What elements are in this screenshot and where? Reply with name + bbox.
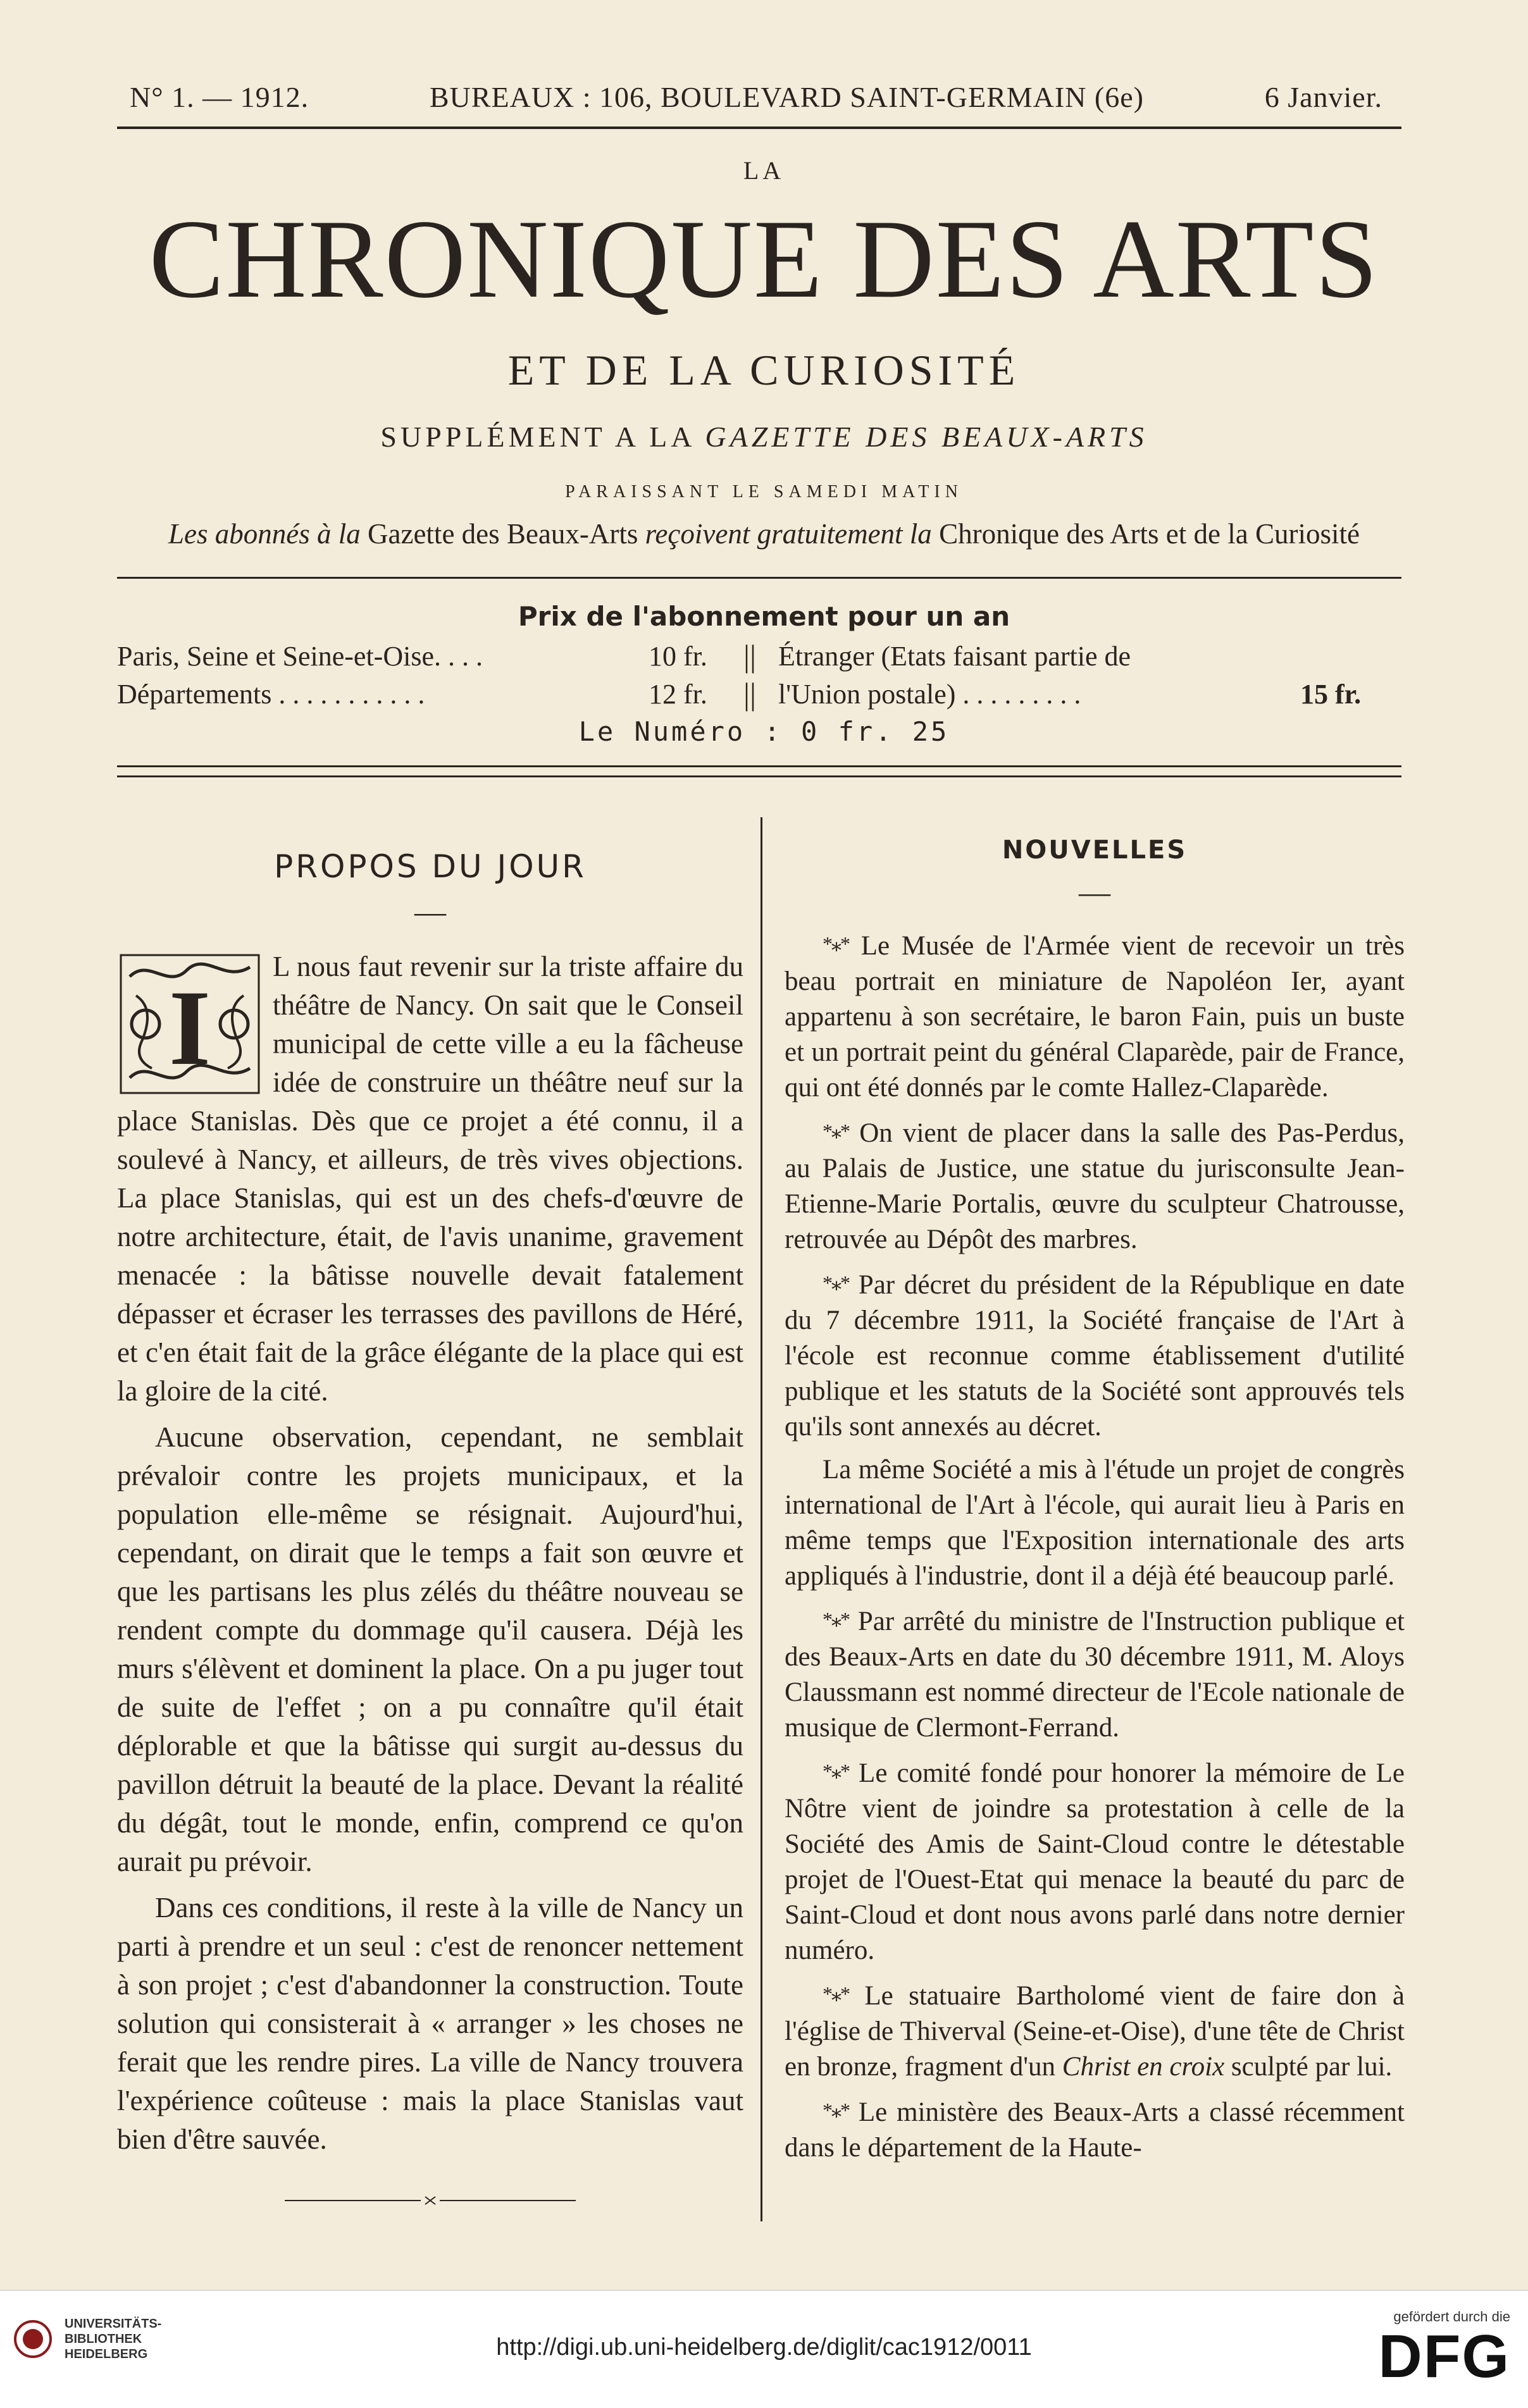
- news-item-1: [785, 926, 1405, 1106]
- etranger-price: 15 fr.: [1300, 679, 1362, 710]
- asterism-icon: *⁎*: [823, 1760, 849, 1782]
- top-rule: [117, 127, 1401, 129]
- propos-heading: PROPOS DU JOUR: [274, 848, 587, 885]
- separator-ornament-icon: [285, 2194, 576, 2207]
- news-item-1-text: Le Musée de l'Armée vient de recevoir un très beau portrait en miniature de Napoléon Ier, ayant appartenu à son secrétaire, le baron Fain, puis un buste et un portrait peint du général Claparède, pair de France, qui ont été donnés par le comte Hallez-Claparède.: [785, 931, 1405, 1102]
- news-item-4: [785, 1602, 1405, 1746]
- subscription-title: Prix de l'abonnement pour un an: [518, 601, 1010, 632]
- title-article: LA: [743, 156, 785, 185]
- issue-number: N° 1. — 1912.: [130, 80, 309, 113]
- prix-bottom-rule-2: [117, 775, 1401, 777]
- ub-line-3: HEIDELBERG: [65, 2347, 148, 2361]
- supplement-text: SUPPLÉMENT A LA: [380, 421, 705, 453]
- asterism-icon: *⁎*: [823, 1982, 849, 2005]
- news-item-3-text: Par décret du président de la République en date du 7 décembre 1911, la Société française de l'Art à l'école est reconnue comme établissement d'utilité publique et les statuts de la Société sont approuvés tels qu'ils sont annexés au décret.: [785, 1270, 1405, 1442]
- news-item-5: [785, 1753, 1405, 1968]
- asterism-icon: *⁎*: [823, 932, 849, 955]
- subscriber-note-part4: Chronique des Arts et de la Curiosité: [931, 518, 1360, 550]
- asterism-icon: *⁎*: [823, 1120, 849, 1142]
- departements-label: Départements . . . . . . . . . . .: [117, 679, 425, 710]
- asterism-icon: *⁎*: [823, 1608, 849, 1631]
- propos-paragraph-2: Aucune observation, cependant, ne semblait prévaloir contre les projets municipaux, et la population elle-même se résignait. Aujourd'hui, cependant, on dirait que le temps a fait son œuvre et que les partisans les plus zélés du théâtre nouveau se rendent compte du dommage qu'il causera. Déjà les murs s'élèvent et dominent la place. On a pu juger tout de suite de l'effet ; on a pu connaître qu'il était déplorable et que la bâtisse qui surgit au-dessus du pavillon détruit la beauté de la place. Devant la réalité du dégât, tout le monde, enfin, comprend ce qu'on aurait pu prévoir.: [117, 1421, 743, 1877]
- asterism-icon: *⁎*: [823, 1271, 849, 1294]
- etranger-label-2: l'Union postale) . . . . . . . . .: [778, 679, 1081, 710]
- source-url-link[interactable]: http://digi.ub.uni-heidelberg.de/diglit/cac1912/0011: [496, 2334, 1032, 2361]
- departements-price: 12 fr.: [649, 679, 707, 710]
- propos-dash: —: [414, 894, 446, 929]
- ornate-dropcap-icon: [117, 951, 263, 1097]
- news-item-3b: La même Société a mis à l'étude un projet de congrès international de l'Art à l'école, qui aurait lieu à Paris en même temps que l'Exposition internationale des arts appliqués à l'industrie, dont il a déjà été beaucoup parlé.: [785, 1455, 1405, 1591]
- price-divider-2: ||: [743, 676, 757, 712]
- end-ornament: [117, 2182, 743, 2220]
- news-item-4-text: Par arrêté du ministre de l'Instruction publique et des Beaux-Arts en date du 30 décembre 1911, M. Aloys Claussmann est nommé directeur de l'Ecole nationale de musique de Clermont-Ferrand.: [785, 1607, 1405, 1743]
- issue-date: 6 Janvier.: [1264, 80, 1382, 113]
- nouvelles-heading: NOUVELLES: [1002, 836, 1188, 865]
- ub-line-2: BIBLIOTHEK: [65, 2332, 142, 2346]
- news-item-6-end: sculpté par lui.: [1224, 2052, 1393, 2082]
- newspaper-subtitle: ET DE LA CURIOSITÉ: [507, 346, 1021, 394]
- publication-schedule: PARAISSANT LE SAMEDI MATIN: [565, 482, 963, 502]
- dfg-wordmark: DFG: [1378, 2323, 1510, 2390]
- column-separator: [761, 817, 762, 2221]
- single-issue-price: Le Numéro : 0 fr. 25: [578, 716, 950, 747]
- paris-label: Paris, Seine et Seine-et-Oise. . . .: [117, 641, 483, 672]
- news-item-2-text: On vient de placer dans la salle des Pas-Perdus, au Palais de Justice, une statue du jurisconsulte Jean-Etienne-Marie Portalis, œuvre du sculpteur Chatrousse, retrouvée au Dépôt des marbres.: [785, 1118, 1405, 1254]
- price-divider: ||: [743, 638, 757, 674]
- gazette-name: GAZETTE DES BEAUX-ARTS: [705, 421, 1148, 453]
- bureaux-address: BUREAUX : 106, BOULEVARD SAINT-GERMAIN (6e): [429, 80, 1144, 113]
- news-item-6-text: Le statuaire Bartholomé vient de faire don à l'église de Thiverval (Seine-et-Oise), d'une tête de Christ en bronze, fragment d'un: [785, 1981, 1405, 2082]
- news-item-6: [785, 1976, 1405, 2085]
- subscriber-note-part2: Gazette des Beaux-Arts: [360, 518, 645, 550]
- dfg-funding-label: gefördert durch die: [1393, 2309, 1510, 2325]
- nouvelles-dash: —: [1079, 874, 1110, 910]
- etranger-label-1: Étranger (Etats faisant partie de: [778, 641, 1131, 672]
- prix-top-rule: [117, 577, 1401, 579]
- news-item-7: [785, 2092, 1405, 2166]
- paris-price: 10 fr.: [649, 641, 707, 672]
- right-column: [785, 822, 1405, 2173]
- prix-row-1: [117, 640, 1401, 678]
- subscriber-note-part3: reçoivent gratuitement la: [645, 518, 932, 550]
- news-item-3: [785, 1265, 1405, 1445]
- prix-bottom-rule-1: [117, 765, 1401, 767]
- news-item-6-italic: Christ en croix: [1062, 2052, 1225, 2082]
- prix-row-2: [117, 678, 1401, 716]
- asterism-icon: *⁎*: [823, 2099, 849, 2121]
- ub-line-1: UNIVERSITÄTS-: [65, 2317, 162, 2331]
- left-column: [117, 829, 743, 2220]
- news-item-2: [785, 1113, 1405, 1257]
- supplement-line: [0, 420, 1528, 454]
- news-item-5-text: Le comité fondé pour honorer la mémoire de Le Nôtre vient de joindre sa protestation à celle de la Société des Amis de Saint-Cloud contre le détestable projet de l'Ouest-Etat qui menace la beauté du parc de Saint-Cloud et dont nous avons parlé dans notre dernier numéro.: [785, 1758, 1405, 1965]
- propos-paragraph-1: L nous faut revenir sur la triste affaire du théâtre de Nancy. On sait que le Conseil municipal de cette ville a eu la fâcheuse idée de construire un théâtre neuf sur la place Stanislas. Dès que ce projet a été connu, il a soulevé à Nancy, et ailleurs, de très vives objections. La place Stanislas, qui est un des chefs-d'œuvre de notre architecture, était, de l'avis unanime, gravement menacée : la bâtisse nouvelle devait fatalement dépasser et écraser les terrasses des pavillons de Héré, et c'en était fait de la grâce élégante de la place qui est la gloire de la cité.: [117, 951, 743, 1407]
- subscriber-note-part1: Les abonnés à la: [168, 518, 361, 550]
- news-item-7-text: Le ministère des Beaux-Arts a classé récemment dans le département de la Haute-: [785, 2097, 1405, 2163]
- subscriber-note: [0, 517, 1528, 550]
- digitization-footer: [0, 2290, 1528, 2408]
- masthead-topline: [130, 75, 1382, 119]
- dropcap-letter: I: [168, 968, 211, 1087]
- dfg-logo: [1378, 2309, 1510, 2388]
- propos-paragraph-3: Dans ces conditions, il reste à la ville de Nancy un parti à prendre et un seul : c'est de renoncer nettement à son projet ; c'est d'abandonner la construction. Toute solution qui consisterait à « arranger » les choses ne ferait que les rendre pires. La ville de Nancy trouvera l'expérience coûteuse : mais la place Stanislas vaut bien d'être sauvée.: [117, 1892, 743, 2155]
- newspaper-title: CHRONIQUE DES ARTS: [149, 196, 1379, 321]
